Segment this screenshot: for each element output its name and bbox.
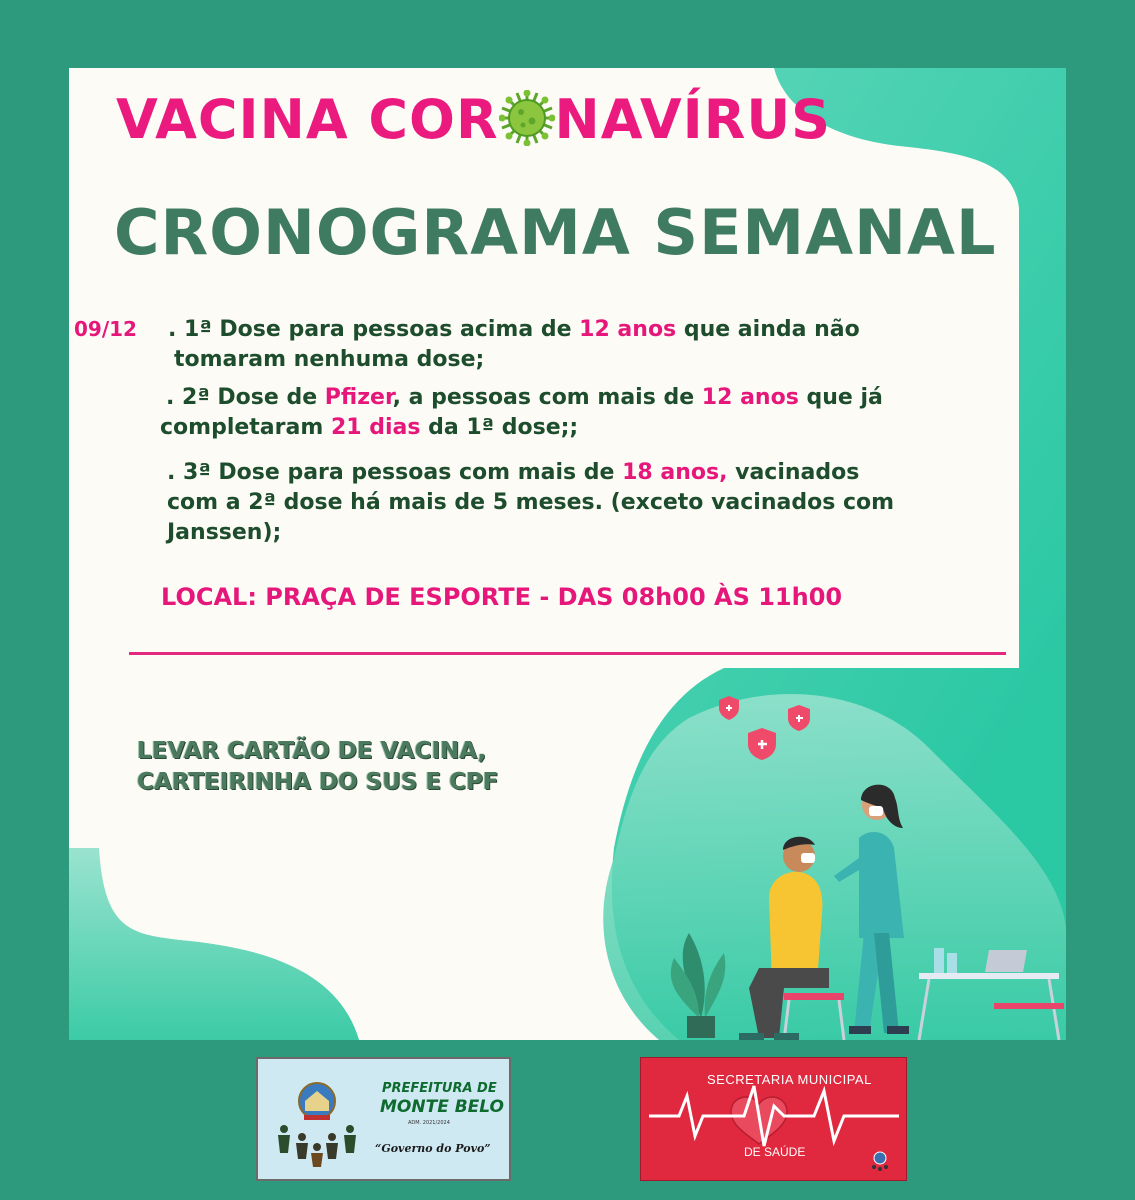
requirements-note bbox=[137, 736, 499, 798]
secretaria-line1: SECRETARIA MUNICIPAL bbox=[707, 1072, 872, 1087]
item-3-line1: . 3ª Dose para pessoas com mais de 18 anos, vacinados bbox=[167, 460, 860, 485]
schedule-item-2 bbox=[160, 383, 883, 443]
requirements-line2: CARTEIRINHA DO SUS E CPF bbox=[137, 769, 499, 795]
item-1-line1: . 1ª Dose para pessoas acima de 12 anos que ainda não bbox=[168, 317, 860, 342]
requirements-line1: LEVAR CARTÃO DE VACINA, bbox=[137, 738, 487, 764]
prefeitura-emblem-icon bbox=[272, 1077, 362, 1169]
main-title bbox=[116, 88, 831, 151]
patient-figure bbox=[739, 837, 829, 1040]
shield-icon bbox=[788, 705, 810, 731]
divider bbox=[129, 652, 1006, 655]
vaccination-illustration bbox=[589, 688, 1066, 1040]
shield-icon bbox=[748, 728, 776, 760]
schedule-item-3 bbox=[167, 458, 894, 548]
prefeitura-logo bbox=[256, 1057, 511, 1181]
item-3-line3: Janssen); bbox=[167, 520, 282, 545]
prefeitura-motto: “Governo do Povo” bbox=[375, 1142, 491, 1155]
title-part2: NAVÍRUS bbox=[554, 88, 832, 151]
location-hours: LOCAL: PRAÇA DE ESPORTE - DAS 08h00 ÀS 11h00 bbox=[161, 583, 843, 611]
schedule-item-1 bbox=[168, 315, 860, 375]
nurse-figure bbox=[834, 785, 909, 1034]
shield-icon bbox=[719, 696, 739, 720]
schedule-title: CRONOGRAMA SEMANAL bbox=[114, 196, 997, 269]
prefeitura-line1: PREFEITURA DE bbox=[382, 1081, 497, 1096]
coronavirus-icon bbox=[499, 90, 555, 146]
poster-card bbox=[69, 68, 1066, 1040]
prefeitura-adm: ADM. 2021/2024 bbox=[408, 1120, 450, 1126]
municipal-seal-icon bbox=[869, 1150, 891, 1172]
heartbeat-icon bbox=[649, 1076, 899, 1156]
plant-icon bbox=[671, 933, 725, 1038]
secretaria-logo bbox=[640, 1057, 907, 1181]
secretaria-line2: DE SAÚDE bbox=[744, 1145, 806, 1159]
schedule-date: 09/12 bbox=[74, 317, 137, 341]
item-2-line2: completaram 21 dias da 1ª dose;; bbox=[160, 415, 579, 440]
item-2-line1: . 2ª Dose de Pfizer, a pessoas com mais de 12 anos que já bbox=[166, 385, 883, 410]
prefeitura-line2: MONTE BELO bbox=[380, 1097, 504, 1117]
medical-table bbox=[919, 948, 1066, 1040]
title-part1: VACINA COR bbox=[116, 88, 499, 151]
item-1-line2: tomaram nenhuma dose; bbox=[174, 347, 485, 372]
item-3-line2: com a 2ª dose há mais de 5 meses. (exceto vacinados com bbox=[167, 490, 895, 515]
